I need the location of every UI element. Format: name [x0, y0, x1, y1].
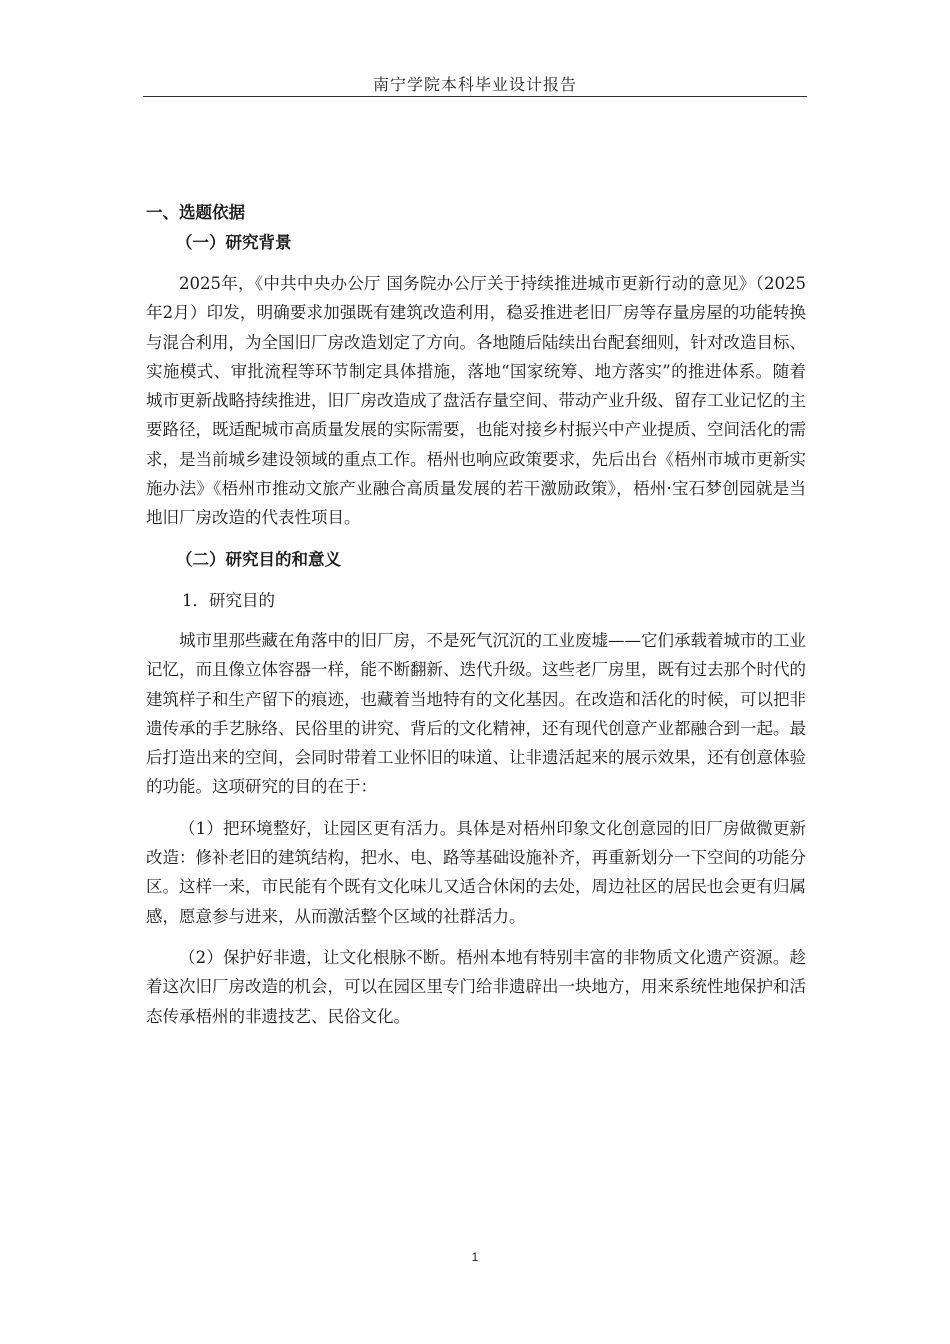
- section-heading-selection-basis: 一、选题依据: [146, 203, 245, 222]
- subsection-heading-research-purpose-significance: （二）研究目的和意义: [176, 549, 341, 569]
- page-number: 1: [471, 1250, 479, 1264]
- page-content: [146, 198, 806, 1031]
- paragraph-purpose-point-2: （2）保护好非遗，让文化根脉不断。梧州本地有特别丰富的非物质文化遗产资源。趁着这次旧厂房改造的机会，可以在园区里专门给非遗辟出一块地方，用来系统性地保护和活态传承梧州的非遗技艺、民俗文化。: [146, 947, 806, 1026]
- paragraph-research-background: 2025年，《中共中央办公厅 国务院办公厅关于持续推进城市更新行动的意见》（2025年2月）印发，明确要求加强既有建筑改造利用，稳妥推进老旧厂房等存量房屋的功能转换与混合利用，为全国旧厂房改造划定了方向。各地随后陆续出台配套细则，针对改造目标、实施模式、审批流程等环节制定具体措施，落地“国家统筹、地方落实”的推进体系。随着城市更新战略持续推进，旧厂房改造成了盘活存量空间、带动产业升级、留存工业记忆的主要路径，既适配城市高质量发展的实际需要，也能对接乡村振兴中产业提质、空间活化的需求，是当前城乡建设领域的重点工作。梧州也响应政策要求，先后出台《梧州市城市更新实施办法》《梧州市推动文旅产业融合高质量发展的若干激励政策》，梧州·宝石梦创园就是当地旧厂房改造的代表性项目。: [146, 274, 806, 528]
- item-heading-research-purpose: 1．研究目的: [182, 590, 275, 610]
- subsection-heading-research-background: （一）研究背景: [176, 233, 292, 252]
- header-divider: [143, 96, 807, 97]
- paragraph-purpose-point-1: （1）把环境整好，让园区更有活力。具体是对梧州印象文化创意园的旧厂房做微更新改造：修补老旧的建筑结构，把水、电、路等基础设施补齐，再重新划分一下空间的功能分区。这样一来，市民能有个既有文化味儿又适合休闲的去处，周边社区的居民也会更有归属感，愿意参与进来，从而激活整个区域的社群活力。: [146, 818, 806, 926]
- paragraph-research-purpose: 城市里那些藏在角落中的旧厂房，不是死气沉沉的工业废墟——它们承载着城市的工业记忆，而且像立体容器一样，能不断翻新、迭代升级。这些老厂房里，既有过去那个时代的建筑样子和生产留下的痕迹，也藏着当地特有的文化基因。在改造和活化的时候，可以把非遗传承的手艺脉络、民俗里的讲究、背后的文化精神，还有现代创意产业都融合到一起。最后打造出来的空间，会同时带着工业怀旧的味道、让非遗活起来的展示效果，还有创意体验的功能。这项研究的目的在于：: [146, 630, 806, 797]
- page-header-title: 南宁学院本科毕业设计报告: [372, 75, 577, 94]
